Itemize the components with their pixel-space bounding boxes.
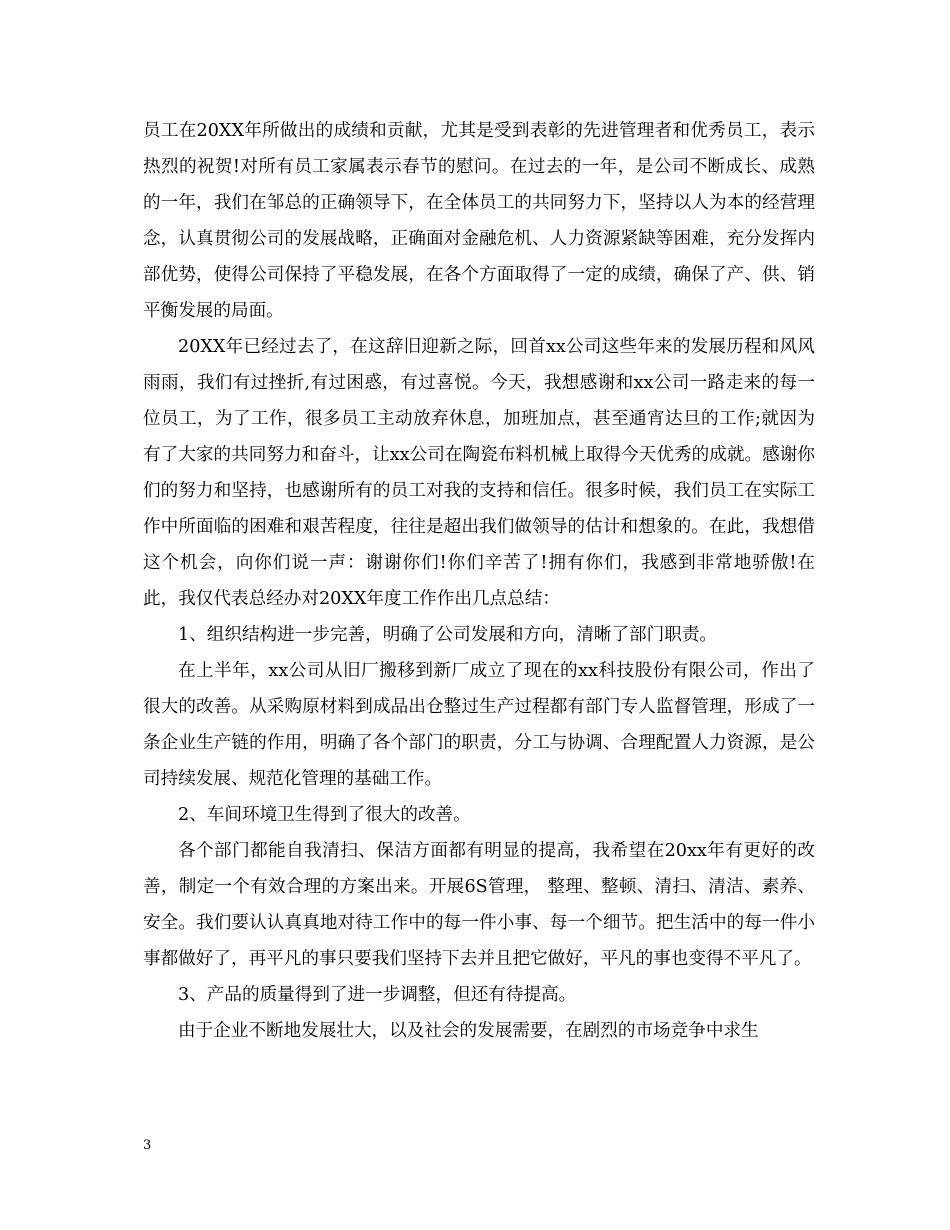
section-heading-1: 1、组织结构进一步完善，明确了公司发展和方向，清晰了部门职责。: [178, 625, 718, 645]
paragraph-2: 20XX年已经过去了，在这辞旧迎新之际，回首xx公司这些年来的发展历程和风风雨雨，我们有过挫折,有过困惑，有过喜悦。今天，我想感谢和xx公司一路走来的每一位员工，为了工作，很多员工主动放弃休息，加班加点，甚至通宵达旦的工作;就因为有了大家的共同努力和奋斗，让xx公司在陶瓷布料机械上取得今天优秀的成就。感谢你们的努力和坚持，也感谢所有的员工对我的支持和信任。很多时候，我们员工在实际工作中所面临的困难和艰苦程度，往往是超出我们做领导的估计和想象的。在此，我想借这个机会，向你们说一声：谢谢你们!你们辛苦了!拥有你们，我感到非常地骄傲!在此，我仅代表总经办对20XX年度工作作出几点总结：: [143, 337, 815, 609]
document-body: [143, 113, 815, 1049]
section-heading-3: 3、产品的质量得到了进一步调整，但还有待提高。: [178, 985, 577, 1005]
paragraph-3: 在上半年，xx公司从旧厂搬移到新厂成立了现在的xx科技股份有限公司，作出了很大的改善。从采购原材料到成品出仓整过生产过程都有部门专人监督管理，形成了一条企业生产链的作用，明确了各个部门的职责，分工与协调、合理配置人力资源，是公司持续发展、规范化管理的基础工作。: [143, 661, 815, 789]
paragraph-1: 员工在20XX年所做出的成绩和贡献，尤其是受到表彰的先进管理者和优秀员工，表示热烈的祝贺!对所有员工家属表示春节的慰问。在过去的一年，是公司不断成长、成熟的一年，我们在邹总的正确领导下，在全体员工的共同努力下，坚持以人为本的经营理念，认真贯彻公司的发展战略，正确面对金融危机、人力资源紧缺等困难，充分发挥内部优势，使得公司保持了平稳发展，在各个方面取得了一定的成绩，确保了产、供、销平衡发展的局面。: [143, 121, 815, 321]
paragraph-4: 各个部门都能自我清扫、保洁方面都有明显的提高，我希望在20xx年有更好的改善，制定一个有效合理的方案出来。开展6S管理， 整理、整顿、清扫、清洁、素养、安全。我们要认认真真地对待工作中的每一件小事、每一个细节。把生活中的每一件小事都做好了，再平凡的事只要我们坚持下去并且把它做好，平凡的事也变得不平凡了。: [143, 841, 815, 969]
paragraph-5: 由于企业不断地发展壮大，以及社会的发展需要，在剧烈的市场竞争中求生: [178, 1021, 759, 1041]
section-heading-2: 2、车间环境卫生得到了很大的改善。: [178, 805, 471, 825]
page-number: 3: [143, 1138, 152, 1153]
